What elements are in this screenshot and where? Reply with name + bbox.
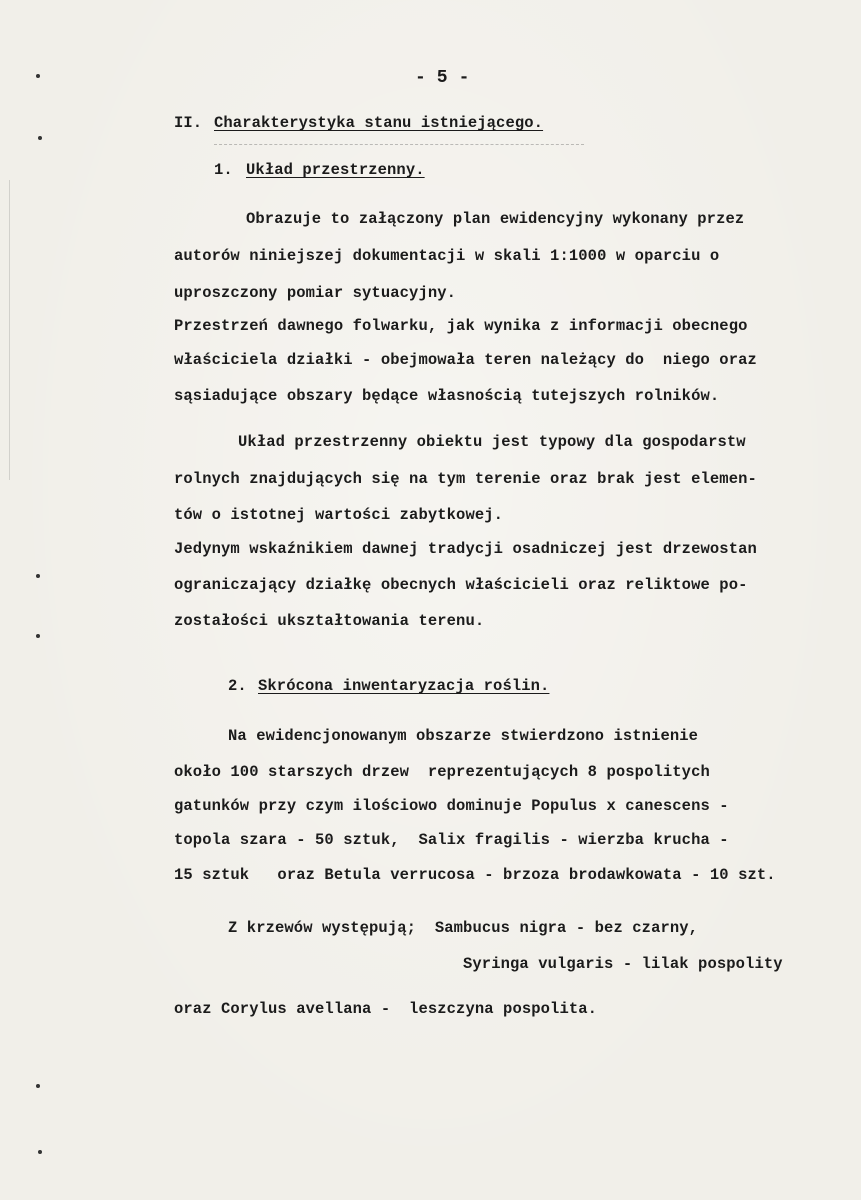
paragraph-line: gatunków przy czym ilościowo dominuje Populus x canescens - bbox=[174, 797, 729, 815]
margin-dot bbox=[36, 634, 40, 638]
paragraph-line: Układ przestrzenny obiektu jest typowy dla gospodarstw bbox=[238, 433, 746, 451]
paragraph-line: sąsiadujące obszary będące własnością tutejszych rolników. bbox=[174, 387, 720, 405]
margin-dot bbox=[36, 574, 40, 578]
paragraph-line: 15 sztuk oraz Betula verrucosa - brzoza brodawkowata - 10 szt. bbox=[174, 866, 776, 884]
paragraph-line: zostałości ukształtowania terenu. bbox=[174, 612, 485, 630]
paragraph-line: Przestrzeń dawnego folwarku, jak wynika z informacji obecnego bbox=[174, 317, 748, 335]
paragraph-line: Na ewidencjonowanym obszarze stwierdzono istnienie bbox=[228, 727, 699, 745]
paragraph-line: rolnych znajdujących się na tym terenie oraz brak jest elemen- bbox=[174, 470, 757, 488]
paragraph-line: właściciela działki - obejmowała teren należący do niego oraz bbox=[174, 351, 757, 369]
margin-line bbox=[9, 180, 10, 480]
subsection-1-number: 1. bbox=[214, 161, 233, 179]
paragraph-line: uproszczony pomiar sytuacyjny. bbox=[174, 284, 457, 302]
margin-dot bbox=[38, 136, 42, 140]
section-title: Charakterystyka stanu istniejącego. bbox=[214, 114, 544, 132]
margin-dot bbox=[38, 1150, 42, 1154]
margin-dot bbox=[36, 74, 40, 78]
paragraph-line: Z krzewów występują; Sambucus nigra - bez czarny, bbox=[228, 919, 699, 937]
paragraph-line: topola szara - 50 sztuk, Salix fragilis - wierzba krucha - bbox=[174, 831, 729, 849]
section-numeral: II. bbox=[174, 114, 203, 132]
paragraph-line: ograniczający działkę obecnych właścicieli oraz reliktowe po- bbox=[174, 576, 748, 594]
margin-dot bbox=[36, 1084, 40, 1088]
subsection-2-title: Skrócona inwentaryzacja roślin. bbox=[258, 677, 550, 695]
paragraph-line: autorów niniejszej dokumentacji w skali 1:1000 w oparciu o bbox=[174, 247, 720, 265]
page-number: - 5 - bbox=[415, 68, 470, 88]
subsection-2-number: 2. bbox=[228, 677, 247, 695]
paragraph-line: Syringa vulgaris - lilak pospolity bbox=[463, 955, 783, 973]
paragraph-line: Obrazuje to załączony plan ewidencyjny wykonany przez bbox=[246, 210, 745, 228]
title-underline bbox=[214, 144, 584, 145]
paragraph-line: oraz Corylus avellana - leszczyna pospolita. bbox=[174, 1000, 598, 1018]
paragraph-line: około 100 starszych drzew reprezentujących 8 pospolitych bbox=[174, 763, 710, 781]
paragraph-line: Jedynym wskaźnikiem dawnej tradycji osadniczej jest drzewostan bbox=[174, 540, 757, 558]
subsection-1-title: Układ przestrzenny. bbox=[246, 161, 425, 179]
paragraph-line: tów o istotnej wartości zabytkowej. bbox=[174, 506, 504, 524]
